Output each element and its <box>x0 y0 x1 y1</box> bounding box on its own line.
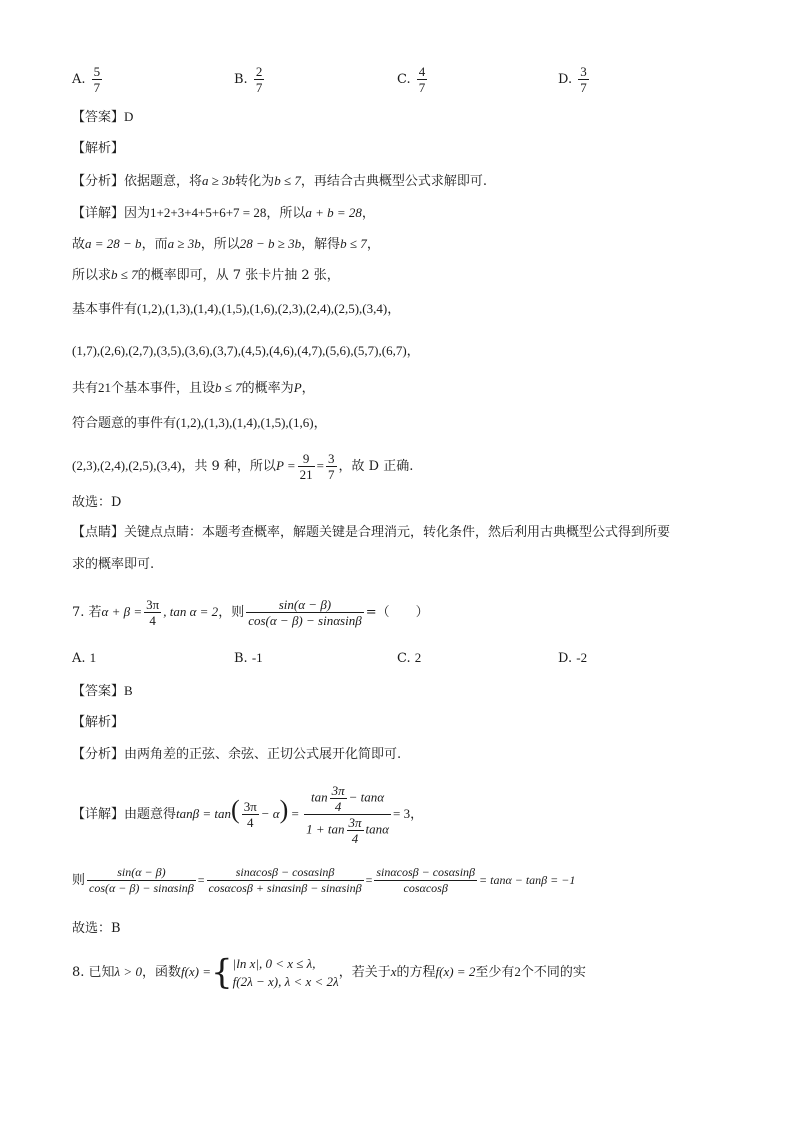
option-value: -2 <box>576 650 588 665</box>
paren-close: ) <box>279 795 289 824</box>
case-1: |ln x|, 0 < x ≤ λ, <box>232 955 316 971</box>
text: ， <box>406 344 420 359</box>
math: (1,2),(1,3),(1,4),(1,5),(1,6),(2,3),(2,4),(2,5),(3,4) <box>137 301 388 316</box>
text: 求的概率即可. <box>72 557 155 572</box>
option-value: 2 <box>414 650 422 665</box>
text: 转化为 <box>235 174 275 189</box>
fraction-numerator: sin(α − β) <box>246 597 363 613</box>
fraction-denominator: 4 <box>149 613 156 628</box>
option-letter: B. <box>234 72 248 87</box>
option-a <box>72 64 104 95</box>
option-letter: D. <box>558 651 573 666</box>
compound-denominator <box>304 815 391 846</box>
math: x <box>390 964 397 979</box>
text: ，若关于 <box>338 965 391 980</box>
math: 21 <box>98 380 112 395</box>
option-value: -1 <box>251 650 263 665</box>
fraction-denominator: 4 <box>246 815 254 830</box>
q7-option-b <box>234 650 263 666</box>
text: 因为 <box>124 206 151 221</box>
fraction-numerator: 3π <box>146 597 160 612</box>
text: 关键点点睛：本题考查概率，解题关键是合理消元，转化条件，然后利用古典概型公式得到所要 <box>124 525 671 540</box>
q6-choice <box>72 494 121 512</box>
q7-option-d <box>558 650 587 666</box>
math: α + β = <box>101 604 143 619</box>
math: , tan α = 2 <box>163 604 219 619</box>
math: b ≤ 7 <box>111 267 138 282</box>
q6-detail-line-7 <box>72 414 327 433</box>
math: f(x) = <box>180 964 212 979</box>
paren-open: ( <box>231 795 240 824</box>
fraction <box>374 865 477 896</box>
math: − tanα <box>348 789 385 805</box>
math: f(x) = 2 <box>435 964 476 979</box>
q7-fenxi <box>72 746 401 764</box>
math: tan <box>311 789 328 805</box>
text: ，则 <box>218 605 245 620</box>
fraction-denominator: 4 <box>334 799 342 814</box>
math: P = <box>275 458 296 473</box>
text: ，而 <box>141 237 168 252</box>
answer-label: 【答案】 <box>72 684 125 699</box>
math: 1+2+3+4+5+6+7 = 28 <box>150 205 267 220</box>
fraction-numerator: 2 <box>255 64 263 79</box>
q6-detail-line-4 <box>72 300 400 319</box>
fraction <box>144 597 161 628</box>
fraction-denominator: cosαcosβ + sinαsinβ − sinαsinβ <box>208 881 362 895</box>
math: tanα <box>365 821 389 837</box>
fraction-denominator: 7 <box>328 467 335 482</box>
q7-choice <box>72 920 121 938</box>
fraction-numerator: sinαcosβ − cosαsinβ <box>207 865 364 881</box>
text: 至少有 <box>475 965 515 980</box>
text: ， <box>313 416 327 431</box>
q7-analysis-label <box>72 714 124 732</box>
option-fraction <box>254 64 265 95</box>
piecewise-cases <box>233 955 339 991</box>
text: ，所以 <box>266 206 306 221</box>
math: a + b = 28 <box>305 205 362 220</box>
text: ， <box>366 237 380 252</box>
fraction-denominator: 7 <box>255 80 263 95</box>
fraction-denominator: 4 <box>351 831 359 846</box>
fraction-numerator: 3π <box>331 783 345 798</box>
text: 由两角差的正弦、余弦、正切公式展开化简即可. <box>124 747 402 762</box>
math: P <box>293 380 302 395</box>
fraction-denominator: 7 <box>580 80 587 95</box>
math: 28 − b ≥ 3b <box>239 236 302 251</box>
option-letter: C. <box>397 651 411 666</box>
compound-numerator <box>304 783 391 815</box>
fraction-denominator: cos(α − β) − sinαsinβ <box>89 881 194 895</box>
q7-detail-line-1: 【详解】由题意得tanβ = tan( $\frac{3\pi}{4}$ − α) = tan $\frac{3\pi}{4}$ − tanα 1 + tan $\frac{3\pi}{4}$ tanα = 3， <box>72 783 424 846</box>
q6-analysis-label <box>72 140 124 158</box>
text: 基本事件有 <box>72 302 138 317</box>
fenxi-label: 【分析】 <box>72 174 125 189</box>
fraction-numerator: 9 <box>298 451 315 467</box>
text: 个基本事件，且设 <box>111 381 216 396</box>
analysis-label: 【解析】 <box>72 715 125 730</box>
q6-detail-line-2 <box>72 235 380 254</box>
math: b ≤ 7 <box>340 236 367 251</box>
option-b <box>234 64 266 95</box>
analysis-label: 【解析】 <box>72 141 125 156</box>
math: − α <box>260 806 280 821</box>
option-fraction <box>578 64 589 95</box>
text: ， <box>387 302 401 317</box>
dianjing-label: 【点睛】 <box>72 525 125 540</box>
question-number: 8. 已知 <box>72 965 115 980</box>
text: ，所以 <box>200 237 240 252</box>
fraction-denominator: 7 <box>93 80 101 95</box>
text: 由题意得 <box>124 807 177 822</box>
text: 共有 <box>72 381 99 396</box>
text: ，函数 <box>141 965 181 980</box>
text: =（ ） <box>365 605 429 620</box>
q7-answer <box>72 682 133 701</box>
fraction <box>326 451 337 482</box>
text: 个不同的实 <box>520 965 586 980</box>
answer-value: D <box>124 109 134 124</box>
fraction <box>330 783 347 814</box>
fraction-numerator: sinαcosβ − cosαsinβ <box>376 865 476 879</box>
q6-detail-line-5 <box>72 342 420 361</box>
fenxi-label: 【分析】 <box>72 747 125 762</box>
compound-fraction <box>304 783 391 846</box>
text: 则 <box>72 873 86 888</box>
q6-fenxi <box>72 172 487 191</box>
option-letter: B. <box>234 651 248 666</box>
answer-value: B <box>124 683 133 698</box>
math: (1,7),(2,6),(2,7),(3,5),(3,6),(3,7),(4,5),(4,6),(4,7),(5,6),(5,7),(6,7) <box>72 343 407 358</box>
fraction-numerator: 5 <box>93 64 101 79</box>
option-letter: C. <box>397 72 411 87</box>
math: a ≥ 3b <box>202 173 236 188</box>
fraction-numerator: 3π <box>348 815 362 830</box>
option-d <box>558 64 591 95</box>
option-fraction <box>92 64 103 95</box>
fraction <box>242 799 259 830</box>
fraction <box>246 597 363 628</box>
math: a = 28 − b <box>85 236 142 251</box>
fraction-numerator: 3 <box>328 451 335 466</box>
q6-dianjing-1 <box>72 524 670 542</box>
fraction-numerator: sin(α − β) <box>87 865 196 881</box>
q7-option-a <box>72 650 96 666</box>
question-number: 7. 若 <box>72 605 102 620</box>
text: ，解得 <box>301 237 341 252</box>
option-c <box>397 64 429 95</box>
text: ，共 9 种，所以 <box>181 459 276 474</box>
math: tanβ = tan <box>176 806 232 821</box>
math: (1,2),(1,3),(1,4),(1,5),(1,6) <box>176 415 314 430</box>
text: ，故 D 正确. <box>338 459 414 474</box>
text: ，再结合古典概型公式求解即可. <box>300 174 487 189</box>
text: 的方程 <box>396 965 436 980</box>
xiangjie-label: 【详解】 <box>72 206 125 221</box>
math: = <box>316 458 325 473</box>
fraction-numerator: 3 <box>580 64 587 79</box>
math: b ≤ 7 <box>274 173 301 188</box>
text: 的概率即可，从 7 张卡片抽 2 张， <box>137 268 340 283</box>
math: b ≤ 7 <box>215 380 242 395</box>
fraction <box>298 451 315 482</box>
math: 2 <box>514 964 521 979</box>
q8-stem <box>72 950 586 995</box>
fraction-denominator: 21 <box>299 467 313 482</box>
fraction <box>207 865 364 896</box>
text: ， <box>301 381 315 396</box>
text: 的概率为 <box>241 381 294 396</box>
math: = tanα − tanβ = −1 <box>479 873 576 887</box>
option-value: 1 <box>89 650 97 665</box>
option-letter: A. <box>72 72 86 87</box>
choice-text: 故选：B <box>72 921 121 936</box>
text: 所以求 <box>72 268 112 283</box>
q7-option-c <box>397 650 421 666</box>
fraction-denominator: 7 <box>418 80 426 95</box>
q6-detail-line-1 <box>72 204 375 223</box>
q7-stem <box>72 594 429 631</box>
fraction-numerator: 4 <box>418 64 426 79</box>
case-2: f(2λ − x), λ < x < 2λ <box>232 973 339 989</box>
text: 符合题意的事件有 <box>72 416 177 431</box>
fraction-denominator: cosαcosβ <box>403 881 448 895</box>
text: 依据题意，将 <box>124 174 203 189</box>
fraction <box>87 865 196 896</box>
math: a ≥ 3b <box>167 236 201 251</box>
q7-detail-line-2: 则 $\frac{\sin(\alpha - \beta)}{\cos(\alpha - \beta) - \sin\alpha\sin\beta}$ = $\frac{\sin\alpha\cos\beta - \cos\alpha\sin\beta}{\cos\alpha\cos\beta + \sin\alpha\sin\beta - \sin\alpha\sin\beta}$ = $\frac{\sin\alpha\cos\beta - \cos\alpha\sin\beta}{\cos\alpha\cos\beta}$ = tanα − tanβ = −1 <box>72 865 576 895</box>
math: λ > 0 <box>114 964 142 979</box>
math: 1 + tan <box>306 821 345 837</box>
q6-detail-line-3 <box>72 266 340 285</box>
text: 故 <box>72 237 86 252</box>
answer-label: 【答案】 <box>72 110 125 125</box>
option-fraction <box>417 64 428 95</box>
choice-text: 故选：D <box>72 495 122 510</box>
fraction-numerator: 3π <box>243 799 257 814</box>
xiangjie-label: 【详解】 <box>72 807 125 822</box>
math: (2,3),(2,4),(2,5),(3,4) <box>72 458 182 473</box>
fraction-denominator: cos(α − β) − sinαsinβ <box>248 613 362 628</box>
option-letter: A. <box>72 651 86 666</box>
q6-detail-line-8 <box>72 448 413 485</box>
math: = 3 <box>392 806 411 821</box>
q6-detail-line-6 <box>72 379 315 398</box>
text: ， <box>361 206 375 221</box>
left-brace: { <box>211 952 233 993</box>
option-letter: D. <box>558 72 573 87</box>
fraction <box>347 815 364 846</box>
q6-answer <box>72 108 133 127</box>
text: ， <box>410 807 424 822</box>
q6-dianjing-2 <box>72 556 154 574</box>
